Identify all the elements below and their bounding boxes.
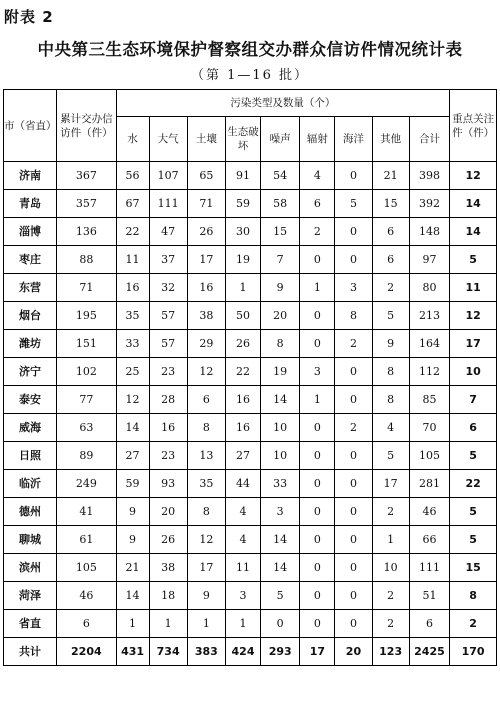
data-cell: 0 (335, 582, 372, 610)
data-cell: 0 (300, 582, 335, 610)
data-cell: 2 (335, 414, 372, 442)
data-cell: 9 (187, 582, 225, 610)
data-cell: 357 (57, 190, 116, 218)
data-cell: 57 (149, 302, 187, 330)
data-cell: 59 (225, 190, 260, 218)
data-cell: 38 (149, 554, 187, 582)
table-row (4, 218, 497, 246)
data-cell: 1 (116, 610, 149, 638)
data-cell: 33 (116, 330, 149, 358)
data-cell: 249 (57, 470, 116, 498)
key-concern-cell: 17 (450, 330, 497, 358)
data-cell: 16 (225, 414, 260, 442)
data-cell: 164 (409, 330, 449, 358)
total-label: 共计 (4, 638, 57, 666)
data-cell: 1 (149, 610, 187, 638)
data-cell: 25 (116, 358, 149, 386)
data-cell: 58 (261, 190, 300, 218)
data-cell: 56 (116, 162, 149, 190)
data-cell: 30 (225, 218, 260, 246)
data-cell: 9 (372, 330, 409, 358)
key-concern-cell: 6 (450, 414, 497, 442)
city-name-cell: 菏泽 (4, 582, 57, 610)
data-cell: 26 (149, 526, 187, 554)
city-name-cell: 青岛 (4, 190, 57, 218)
total-cell: 2204 (57, 638, 116, 666)
data-cell: 59 (116, 470, 149, 498)
data-cell: 61 (57, 526, 116, 554)
data-cell: 17 (187, 246, 225, 274)
data-cell: 27 (225, 442, 260, 470)
data-cell: 46 (409, 498, 449, 526)
city-name-cell: 滨州 (4, 554, 57, 582)
data-cell: 50 (225, 302, 260, 330)
key-concern-cell: 12 (450, 302, 497, 330)
data-cell: 10 (372, 554, 409, 582)
header-type-radiation: 辐射 (300, 117, 335, 162)
total-cell: 383 (187, 638, 225, 666)
data-cell: 23 (149, 358, 187, 386)
header-type-air: 大气 (149, 117, 187, 162)
data-cell: 57 (149, 330, 187, 358)
data-cell: 7 (261, 246, 300, 274)
data-cell: 2 (335, 330, 372, 358)
key-concern-cell: 5 (450, 442, 497, 470)
data-cell: 44 (225, 470, 260, 498)
total-cell: 424 (225, 638, 260, 666)
city-name-cell: 济南 (4, 162, 57, 190)
city-name-cell: 威海 (4, 414, 57, 442)
document-title: 中央第三生态环境保护督察组交办群众信访件情况统计表 (37, 40, 463, 59)
city-name-cell: 潍坊 (4, 330, 57, 358)
total-cell: 734 (149, 638, 187, 666)
data-cell: 0 (300, 330, 335, 358)
data-cell: 281 (409, 470, 449, 498)
table-row (4, 302, 497, 330)
data-cell: 0 (300, 610, 335, 638)
data-cell: 13 (187, 442, 225, 470)
table-row (4, 498, 497, 526)
key-concern-cell: 7 (450, 386, 497, 414)
total-cell: 20 (335, 638, 372, 666)
header-key-concern: 重点关注件（件） (450, 90, 497, 162)
data-cell: 4 (225, 498, 260, 526)
table-row (4, 358, 497, 386)
data-cell: 21 (372, 162, 409, 190)
data-cell: 0 (300, 526, 335, 554)
data-cell: 111 (149, 190, 187, 218)
data-cell: 66 (409, 526, 449, 554)
data-cell: 0 (300, 554, 335, 582)
data-cell: 35 (187, 470, 225, 498)
key-concern-cell: 12 (450, 162, 497, 190)
data-cell: 12 (187, 526, 225, 554)
data-cell: 8 (187, 414, 225, 442)
city-name-cell: 济宁 (4, 358, 57, 386)
city-name-cell: 临沂 (4, 470, 57, 498)
data-cell: 54 (261, 162, 300, 190)
total-row (4, 638, 497, 666)
data-cell: 65 (187, 162, 225, 190)
data-cell: 398 (409, 162, 449, 190)
header-cumulative: 累计交办信访件（件） (57, 90, 116, 162)
data-cell: 0 (300, 442, 335, 470)
city-name-cell: 东营 (4, 274, 57, 302)
data-cell: 2 (372, 498, 409, 526)
appendix-label: 附表 2 (4, 8, 54, 26)
data-cell: 26 (225, 330, 260, 358)
data-cell: 17 (187, 554, 225, 582)
data-cell: 37 (149, 246, 187, 274)
header-type-other: 其他 (372, 117, 409, 162)
data-cell: 0 (335, 526, 372, 554)
header-type-ocean: 海洋 (335, 117, 372, 162)
table-row (4, 274, 497, 302)
data-cell: 1 (225, 274, 260, 302)
data-cell: 5 (335, 190, 372, 218)
data-cell: 0 (300, 414, 335, 442)
key-concern-cell: 11 (450, 274, 497, 302)
data-cell: 20 (149, 498, 187, 526)
data-cell: 111 (409, 554, 449, 582)
table-row (4, 330, 497, 358)
total-cell: 431 (116, 638, 149, 666)
header-pollution-group: 污染类型及数量（个） (116, 90, 450, 117)
data-cell: 11 (225, 554, 260, 582)
data-cell: 0 (335, 246, 372, 274)
data-cell: 88 (57, 246, 116, 274)
data-cell: 0 (261, 610, 300, 638)
data-cell: 2 (300, 218, 335, 246)
data-cell: 11 (116, 246, 149, 274)
data-cell: 10 (261, 442, 300, 470)
key-concern-cell: 5 (450, 246, 497, 274)
data-cell: 18 (149, 582, 187, 610)
data-cell: 5 (261, 582, 300, 610)
data-cell: 6 (409, 610, 449, 638)
data-cell: 70 (409, 414, 449, 442)
data-cell: 148 (409, 218, 449, 246)
data-cell: 15 (372, 190, 409, 218)
data-cell: 22 (116, 218, 149, 246)
data-cell: 213 (409, 302, 449, 330)
header-type-water: 水 (116, 117, 149, 162)
total-cell: 17 (300, 638, 335, 666)
data-cell: 8 (372, 358, 409, 386)
data-cell: 0 (335, 498, 372, 526)
table-row (4, 554, 497, 582)
data-cell: 102 (57, 358, 116, 386)
data-cell: 5 (372, 442, 409, 470)
data-cell: 27 (116, 442, 149, 470)
data-cell: 71 (57, 274, 116, 302)
data-cell: 2 (372, 582, 409, 610)
data-cell: 12 (116, 386, 149, 414)
data-cell: 26 (187, 218, 225, 246)
key-concern-cell: 15 (450, 554, 497, 582)
table-row (4, 246, 497, 274)
data-cell: 29 (187, 330, 225, 358)
data-cell: 6 (372, 218, 409, 246)
data-cell: 51 (409, 582, 449, 610)
data-cell: 6 (57, 610, 116, 638)
data-cell: 3 (225, 582, 260, 610)
data-cell: 46 (57, 582, 116, 610)
table-row (4, 470, 497, 498)
data-cell: 367 (57, 162, 116, 190)
data-cell: 33 (261, 470, 300, 498)
data-cell: 8 (372, 386, 409, 414)
data-cell: 97 (409, 246, 449, 274)
data-cell: 17 (372, 470, 409, 498)
data-cell: 77 (57, 386, 116, 414)
data-cell: 0 (300, 498, 335, 526)
data-cell: 0 (335, 162, 372, 190)
data-cell: 9 (116, 498, 149, 526)
key-concern-cell: 14 (450, 218, 497, 246)
table-row (4, 386, 497, 414)
data-cell: 1 (300, 386, 335, 414)
city-name-cell: 省直 (4, 610, 57, 638)
key-concern-cell: 14 (450, 190, 497, 218)
city-name-cell: 日照 (4, 442, 57, 470)
key-concern-cell: 5 (450, 498, 497, 526)
key-concern-cell: 10 (450, 358, 497, 386)
data-cell: 151 (57, 330, 116, 358)
data-cell: 3 (261, 498, 300, 526)
data-cell: 16 (116, 274, 149, 302)
header-type-subtotal: 合计 (409, 117, 449, 162)
header-type-ecology: 生态破坏 (225, 117, 260, 162)
data-cell: 105 (57, 554, 116, 582)
data-cell: 5 (372, 302, 409, 330)
data-cell: 3 (300, 358, 335, 386)
table-row (4, 190, 497, 218)
city-name-cell: 淄博 (4, 218, 57, 246)
data-cell: 22 (225, 358, 260, 386)
data-cell: 2 (372, 610, 409, 638)
total-cell: 170 (450, 638, 497, 666)
data-cell: 21 (116, 554, 149, 582)
data-cell: 112 (409, 358, 449, 386)
table-row (4, 442, 497, 470)
data-cell: 6 (300, 190, 335, 218)
data-cell: 14 (116, 582, 149, 610)
table-row (4, 582, 497, 610)
data-cell: 6 (187, 386, 225, 414)
data-cell: 3 (335, 274, 372, 302)
data-cell: 0 (335, 554, 372, 582)
data-cell: 14 (116, 414, 149, 442)
key-concern-cell: 8 (450, 582, 497, 610)
data-cell: 28 (149, 386, 187, 414)
data-cell: 4 (225, 526, 260, 554)
city-name-cell: 枣庄 (4, 246, 57, 274)
data-cell: 93 (149, 470, 187, 498)
city-name-cell: 泰安 (4, 386, 57, 414)
data-cell: 1 (300, 274, 335, 302)
data-cell: 14 (261, 526, 300, 554)
data-cell: 105 (409, 442, 449, 470)
data-cell: 1 (187, 610, 225, 638)
data-cell: 0 (335, 610, 372, 638)
data-cell: 136 (57, 218, 116, 246)
header-type-soil: 土壤 (187, 117, 225, 162)
data-cell: 0 (335, 358, 372, 386)
total-cell: 293 (261, 638, 300, 666)
data-cell: 14 (261, 554, 300, 582)
data-cell: 0 (335, 386, 372, 414)
data-cell: 8 (187, 498, 225, 526)
data-cell: 0 (335, 218, 372, 246)
data-cell: 41 (57, 498, 116, 526)
data-cell: 19 (261, 358, 300, 386)
data-cell: 71 (187, 190, 225, 218)
data-cell: 63 (57, 414, 116, 442)
table-row (4, 526, 497, 554)
data-cell: 0 (335, 470, 372, 498)
header-type-noise: 噪声 (261, 117, 300, 162)
table-body (4, 162, 497, 638)
city-name-cell: 德州 (4, 498, 57, 526)
data-cell: 2 (372, 274, 409, 302)
data-cell: 80 (409, 274, 449, 302)
data-cell: 0 (300, 246, 335, 274)
data-cell: 38 (187, 302, 225, 330)
data-cell: 4 (300, 162, 335, 190)
data-cell: 32 (149, 274, 187, 302)
data-cell: 8 (261, 330, 300, 358)
data-cell: 35 (116, 302, 149, 330)
data-cell: 9 (116, 526, 149, 554)
city-name-cell: 烟台 (4, 302, 57, 330)
table-row (4, 162, 497, 190)
city-name-cell: 聊城 (4, 526, 57, 554)
data-cell: 6 (372, 246, 409, 274)
data-cell: 91 (225, 162, 260, 190)
data-cell: 392 (409, 190, 449, 218)
table-row (4, 610, 497, 638)
table-row (4, 414, 497, 442)
data-cell: 19 (225, 246, 260, 274)
header-city: 市（省直） (4, 90, 57, 162)
data-cell: 85 (409, 386, 449, 414)
data-cell: 67 (116, 190, 149, 218)
data-cell: 0 (300, 470, 335, 498)
data-cell: 47 (149, 218, 187, 246)
data-cell: 14 (261, 386, 300, 414)
data-cell: 23 (149, 442, 187, 470)
data-cell: 89 (57, 442, 116, 470)
data-cell: 20 (261, 302, 300, 330)
key-concern-cell: 22 (450, 470, 497, 498)
data-cell: 16 (149, 414, 187, 442)
batch-subtitle: （第 1—16 批） (190, 68, 310, 83)
data-cell: 15 (261, 218, 300, 246)
data-cell: 9 (261, 274, 300, 302)
data-cell: 12 (187, 358, 225, 386)
data-cell: 1 (225, 610, 260, 638)
total-cell: 123 (372, 638, 409, 666)
data-cell: 4 (372, 414, 409, 442)
data-cell: 107 (149, 162, 187, 190)
data-cell: 0 (300, 302, 335, 330)
data-cell: 16 (225, 386, 260, 414)
data-cell: 8 (335, 302, 372, 330)
key-concern-cell: 2 (450, 610, 497, 638)
data-cell: 1 (372, 526, 409, 554)
key-concern-cell: 5 (450, 526, 497, 554)
complaints-statistics-table (3, 89, 497, 666)
data-cell: 10 (261, 414, 300, 442)
data-cell: 195 (57, 302, 116, 330)
data-cell: 0 (335, 442, 372, 470)
total-cell: 2425 (409, 638, 449, 666)
data-cell: 16 (187, 274, 225, 302)
